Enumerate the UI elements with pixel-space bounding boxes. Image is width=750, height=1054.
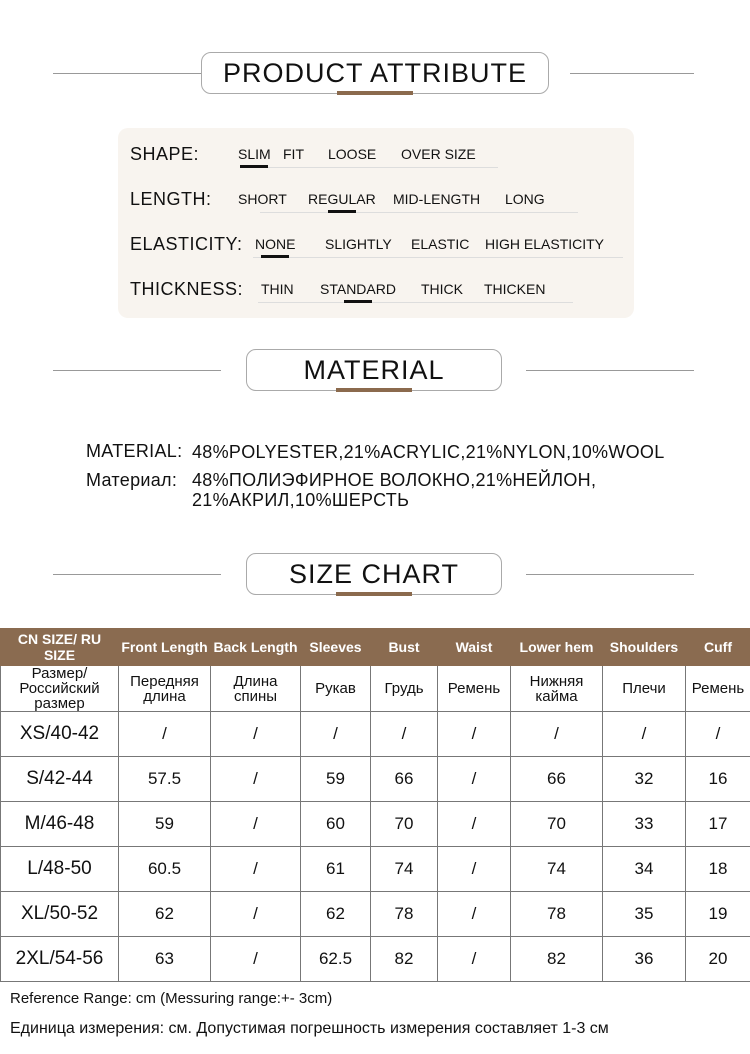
table-cell: 59 [119, 802, 211, 847]
table-cell: / [438, 847, 511, 892]
table-cell: 19 [686, 892, 750, 937]
table-cell: 60.5 [119, 847, 211, 892]
section-title-attribute [201, 52, 549, 94]
section-title-text: PRODUCT ATTRIBUTE [222, 58, 528, 88]
attribute-option: THIN [261, 281, 294, 297]
table-cell: / [211, 712, 301, 757]
divider [53, 73, 203, 74]
table-cell: Cuff [686, 629, 750, 666]
attribute-option: REGULAR [308, 191, 376, 207]
table-row [1, 629, 750, 666]
table-cell: Рукав [301, 666, 371, 712]
footer-en: Reference Range: cm (Messuring range:+- 3cm) [10, 990, 333, 1007]
attribute-label: ELASTICITY: [130, 234, 243, 254]
table-cell: M/46-48 [1, 802, 119, 847]
table-cell: Ремень [686, 666, 750, 712]
attribute-underline [258, 302, 573, 303]
table-cell: Lower hem [511, 629, 603, 666]
material-ru-value-2: 21%АКРИЛ,10%ШЕРСТЬ [192, 490, 410, 510]
table-cell: 62 [301, 892, 371, 937]
table-cell: Ремень [438, 666, 511, 712]
accent-bar [337, 91, 413, 95]
table-cell: 74 [371, 847, 438, 892]
table-row [1, 802, 750, 847]
table-cell: 16 [686, 757, 750, 802]
table-cell: / [371, 712, 438, 757]
divider [53, 574, 221, 575]
table-cell: / [438, 712, 511, 757]
attribute-label: THICKNESS: [130, 279, 244, 299]
table-row [1, 937, 750, 982]
divider [53, 370, 221, 371]
attribute-underline [253, 257, 623, 258]
attribute-option: OVER SIZE [401, 146, 476, 162]
table-cell: 57.5 [119, 757, 211, 802]
table-cell: 62.5 [301, 937, 371, 982]
accent-bar [336, 592, 412, 596]
table-cell: 59 [301, 757, 371, 802]
attribute-option: SHORT [238, 191, 287, 207]
material-en-label: MATERIAL: [86, 441, 183, 461]
table-cell: Плечи [603, 666, 686, 712]
table-row [1, 847, 750, 892]
table-cell: Грудь [371, 666, 438, 712]
attribute-option: THICK [421, 281, 463, 297]
attribute-option: FIT [283, 146, 304, 162]
section-title-text: SIZE CHART [288, 559, 460, 589]
attribute-option: NONE [255, 236, 296, 252]
table-cell: 63 [119, 937, 211, 982]
table-cell: Waist [438, 629, 511, 666]
attribute-panel [118, 128, 634, 318]
table-cell: 66 [511, 757, 603, 802]
attribute-option: LONG [505, 191, 545, 207]
table-row [1, 712, 750, 757]
attribute-option: SLIM [238, 146, 271, 162]
table-cell: CN SIZE/ RU SIZE [1, 629, 119, 666]
table-cell: XS/40-42 [1, 712, 119, 757]
table-cell: 78 [511, 892, 603, 937]
table-cell: / [438, 937, 511, 982]
material-ru-value: 48%ПОЛИЭФИРНОЕ ВОЛОКНО,21%НЕЙЛОН, [192, 470, 597, 490]
attribute-option: MID-LENGTH [393, 191, 481, 207]
table-cell: 35 [603, 892, 686, 937]
table-cell: 82 [511, 937, 603, 982]
table-cell: 70 [371, 802, 438, 847]
table-row [1, 757, 750, 802]
table-cell: / [211, 847, 301, 892]
table-cell: 74 [511, 847, 603, 892]
attribute-underline [250, 167, 498, 168]
table-cell: / [438, 892, 511, 937]
accent-bar [336, 388, 412, 392]
footer-ru: Единица измерения: см. Допустимая погрешность измерения составляет 1-3 см [10, 1020, 609, 1037]
attribute-option: SLIGHTLY [325, 236, 392, 252]
section-title-size [246, 553, 502, 595]
table-cell: / [301, 712, 371, 757]
table-cell: Размер/ Российский размер [1, 666, 119, 712]
section-title-material [246, 349, 502, 391]
attribute-option: HIGH ELASTICITY [485, 236, 605, 252]
table-cell: Bust [371, 629, 438, 666]
attribute-option: STANDARD [320, 281, 396, 297]
table-cell: 62 [119, 892, 211, 937]
table-cell: / [686, 712, 750, 757]
table-row [1, 666, 750, 712]
table-cell: 82 [371, 937, 438, 982]
table-cell: Передняя длина [119, 666, 211, 712]
table-cell: Нижняя кайма [511, 666, 603, 712]
table-cell: 18 [686, 847, 750, 892]
table-cell: L/48-50 [1, 847, 119, 892]
table-row [1, 892, 750, 937]
table-cell: / [211, 802, 301, 847]
divider [570, 73, 694, 74]
table-cell: Front Length [119, 629, 211, 666]
table-cell: 78 [371, 892, 438, 937]
table-cell: / [211, 937, 301, 982]
table-cell: / [119, 712, 211, 757]
table-cell: Длина спины [211, 666, 301, 712]
table-cell: 36 [603, 937, 686, 982]
table-cell: 20 [686, 937, 750, 982]
table-cell: XL/50-52 [1, 892, 119, 937]
attribute-label: SHAPE: [130, 144, 200, 164]
table-cell: 70 [511, 802, 603, 847]
table-cell: 66 [371, 757, 438, 802]
table-cell: S/42-44 [1, 757, 119, 802]
attribute-label: LENGTH: [130, 189, 212, 209]
attribute-underline [260, 212, 578, 213]
table-cell: 17 [686, 802, 750, 847]
attribute-option: ELASTIC [411, 236, 470, 252]
divider [526, 574, 694, 575]
table-cell: 61 [301, 847, 371, 892]
table-cell: / [211, 757, 301, 802]
attribute-option: LOOSE [328, 146, 377, 162]
table-cell: Back Length [211, 629, 301, 666]
table-cell: 33 [603, 802, 686, 847]
material-ru-label: Материал: [86, 470, 178, 490]
table-cell: / [211, 892, 301, 937]
divider [526, 370, 694, 371]
table-cell: Shoulders [603, 629, 686, 666]
table-cell: 60 [301, 802, 371, 847]
table-cell: / [438, 802, 511, 847]
table-cell: / [511, 712, 603, 757]
section-title-text: MATERIAL [303, 355, 445, 385]
table-cell: 32 [603, 757, 686, 802]
attribute-option: THICKEN [484, 281, 546, 297]
table-cell: 2XL/54-56 [1, 937, 119, 982]
material-en-value: 48%POLYESTER,21%ACRYLIC,21%NYLON,10%WOOL [192, 442, 665, 462]
table-cell: / [603, 712, 686, 757]
table-cell: / [438, 757, 511, 802]
table-cell: Sleeves [301, 629, 371, 666]
table-cell: 34 [603, 847, 686, 892]
size-chart-table [0, 628, 750, 982]
